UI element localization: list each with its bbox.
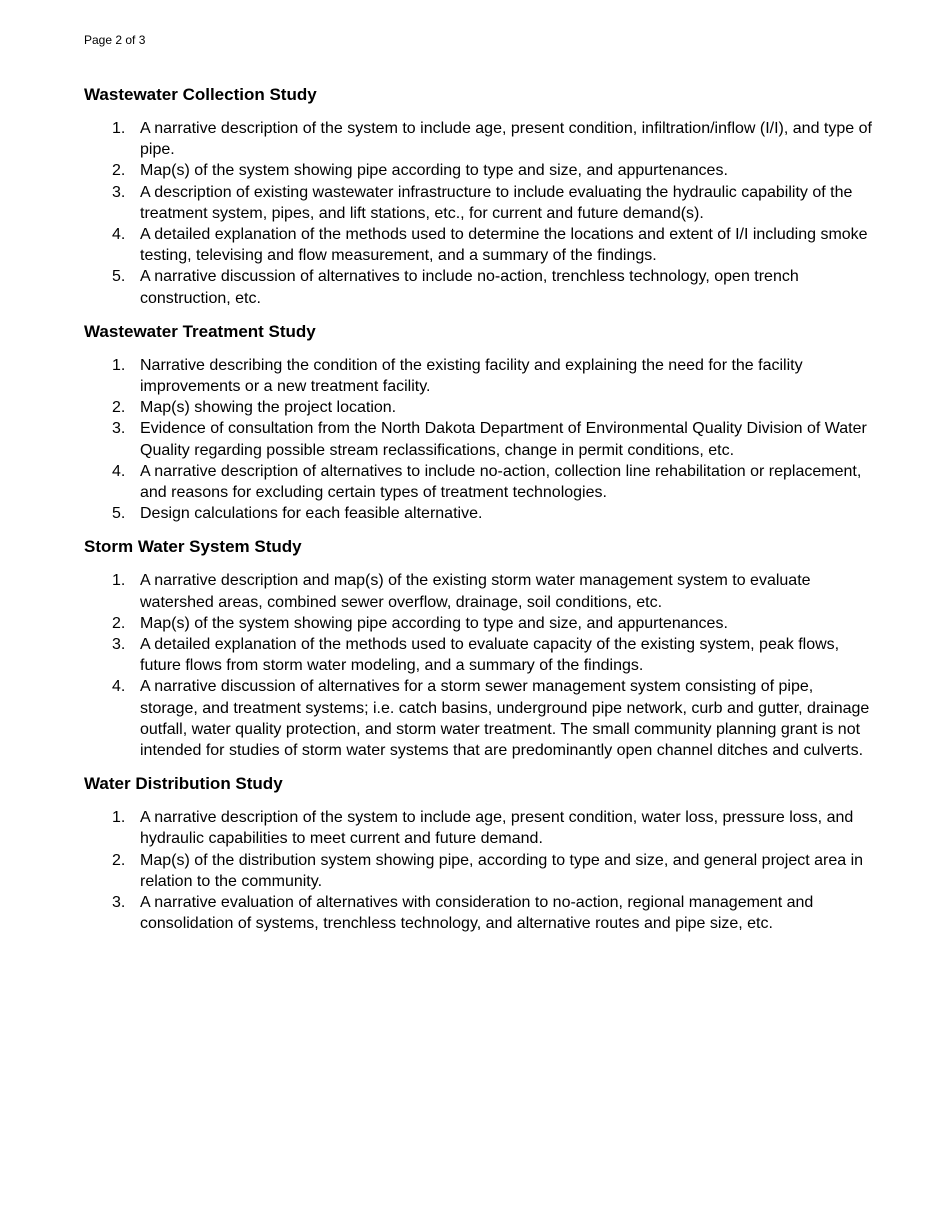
list-item xyxy=(84,570,874,612)
list-item xyxy=(84,850,874,892)
section-title: Storm Water System Study xyxy=(84,537,302,557)
list-item xyxy=(84,266,874,308)
numbered-list xyxy=(84,118,874,309)
item-text: Design calculations for each feasible alternative. xyxy=(140,505,483,523)
item-text: A narrative description of alternatives to include no-action, collection line rehabilitation or replacement, and reasons for excluding certain types of treatment technologies. xyxy=(140,462,862,502)
item-text: Map(s) showing the project location. xyxy=(140,399,397,417)
item-number: 3. xyxy=(112,420,126,438)
item-number: 4. xyxy=(112,226,126,244)
list-item xyxy=(84,355,874,397)
item-number: 1. xyxy=(112,809,126,827)
list-item xyxy=(84,676,874,761)
document-content xyxy=(84,84,874,947)
list-item xyxy=(84,461,874,503)
item-number: 3. xyxy=(112,183,126,201)
numbered-list xyxy=(84,355,874,525)
numbered-list xyxy=(84,570,874,761)
item-number: 5. xyxy=(112,268,126,286)
item-text: Map(s) of the system showing pipe according to type and size, and appurtenances. xyxy=(140,162,728,180)
list-item xyxy=(84,613,874,634)
item-text: A narrative description of the system to include age, present condition, water loss, pressure loss, and hydraulic capabilities to meet current and future demand. xyxy=(140,809,854,848)
item-text: A narrative discussion of alternatives for a storm sewer management system consisting of pipe, storage, and treatment systems; i.e. catch basins, underground pipe network, curb and gutter, drainage outfall, water quality protection, and storm water treatment. The small community planning grant is not intended for studies of storm water systems that are predominantly open channel ditches and culverts. xyxy=(140,678,870,760)
item-text: A detailed explanation of the methods used to determine the locations and extent of I/I including smoke testing, televising and flow measurement, and a summary of the findings. xyxy=(140,226,868,265)
item-text: A narrative discussion of alternatives to include no-action, trenchless technology, open trench construction, etc. xyxy=(140,268,799,307)
section-water-distribution xyxy=(84,773,874,934)
item-number: 1. xyxy=(112,572,126,590)
list-item xyxy=(84,807,874,849)
list-item xyxy=(84,160,874,181)
section-storm-water xyxy=(84,536,874,761)
list-item xyxy=(84,182,874,224)
item-text: Evidence of consultation from the North Dakota Department of Environmental Quality Division of Water Quality regarding possible stream reclassifications, change in permit conditions, etc. xyxy=(140,420,867,459)
item-number: 2. xyxy=(112,851,126,869)
item-text: A detailed explanation of the methods used to evaluate capacity of the existing system, peak flows, future flows from storm water modeling, and a summary of the findings. xyxy=(140,636,840,675)
item-number: 4. xyxy=(112,462,126,480)
list-item xyxy=(84,892,874,934)
section-title: Water Distribution Study xyxy=(84,774,283,794)
item-text: A narrative description of the system to include age, present condition, infiltration/inflow (I/I), and type of pipe. xyxy=(140,120,872,159)
list-item xyxy=(84,224,874,266)
section-title: Wastewater Treatment Study xyxy=(84,321,316,341)
item-number: 5. xyxy=(112,505,126,523)
item-text: Map(s) of the system showing pipe according to type and size, and appurtenances. xyxy=(140,614,728,632)
list-item xyxy=(84,503,874,524)
list-item xyxy=(84,118,874,160)
item-number: 3. xyxy=(112,894,126,912)
item-text: A description of existing wastewater infrastructure to include evaluating the hydraulic capability of the treatment system, pipes, and lift stations, etc., for current and future demand(s). xyxy=(140,183,853,222)
item-number: 4. xyxy=(112,678,126,696)
item-number: 2. xyxy=(112,614,126,632)
item-number: 2. xyxy=(112,162,126,180)
item-text: A narrative evaluation of alternatives with consideration to no-action, regional management and consolidation of systems, trenchless technology, and alternative routes and pipe size, etc. xyxy=(140,894,814,933)
numbered-list xyxy=(84,807,874,934)
list-item xyxy=(84,418,874,460)
section-title: Wastewater Collection Study xyxy=(84,85,317,104)
item-number: 2. xyxy=(112,399,126,417)
item-text: A narrative description and map(s) of the existing storm water management system to evaluate watershed areas, combined sewer overflow, drainage, soil conditions, etc. xyxy=(140,572,811,611)
page-number: Page 2 of 3 xyxy=(84,33,146,47)
item-number: 1. xyxy=(112,356,126,374)
list-item xyxy=(84,634,874,676)
item-text: Narrative describing the condition of the existing facility and explaining the need for the facility improvements or a new treatment facility. xyxy=(140,356,803,396)
section-wastewater-treatment xyxy=(84,321,874,525)
section-wastewater-collection xyxy=(84,84,874,309)
list-item xyxy=(84,397,874,418)
item-text: Map(s) of the distribution system showing pipe, according to type and size, and general project area in relation to the community. xyxy=(140,851,864,890)
item-number: 1. xyxy=(112,120,126,137)
item-number: 3. xyxy=(112,636,126,654)
